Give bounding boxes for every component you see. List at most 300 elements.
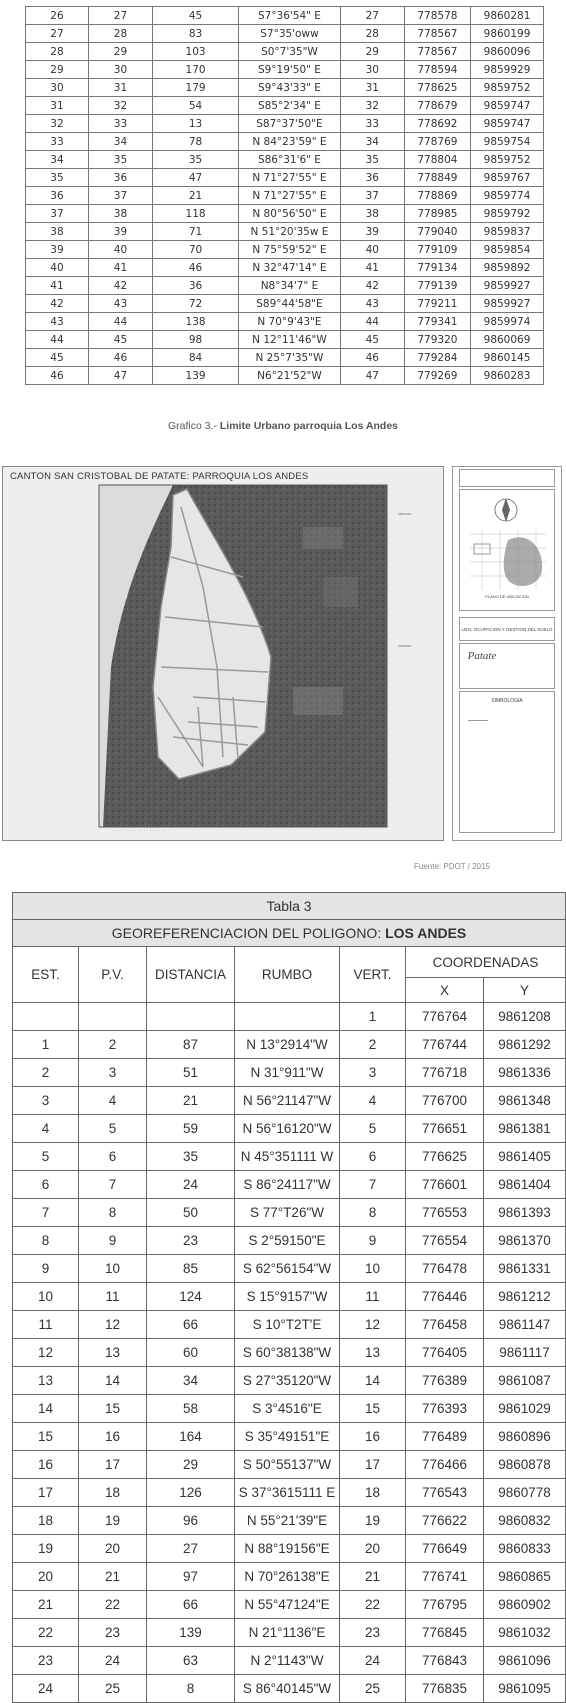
table-row (26, 133, 544, 151)
table-cell: 38 (26, 223, 89, 241)
table-cell: 50 (147, 1199, 235, 1227)
table-cell: 2 (13, 1059, 79, 1087)
table-cell: N 70°9'43"E (239, 313, 341, 331)
table-cell: S 86°40145"W (235, 1675, 340, 1703)
table-cell: 9860865 (484, 1563, 566, 1591)
table-cell: 46 (26, 367, 89, 385)
table-cell: 7 (340, 1171, 406, 1199)
table-cell: 179 (153, 79, 239, 97)
header-x: X (406, 978, 484, 1003)
table-cell: 6 (79, 1143, 147, 1171)
map-footer: · · · · · · · · · · · · · · · · · · (113, 828, 167, 834)
table-cell: 41 (88, 259, 152, 277)
table-cell: 42 (26, 295, 89, 313)
table-row (13, 1031, 566, 1059)
table-row (26, 61, 544, 79)
table-cell: 11 (340, 1283, 406, 1311)
table-cell: 776458 (406, 1311, 484, 1339)
table-title-row (13, 893, 566, 920)
header-y: Y (484, 978, 566, 1003)
table-cell: S 35°49151"E (235, 1423, 340, 1451)
table-cell: N6°21'52"W (239, 367, 341, 385)
table-cell: S 3°4516"E (235, 1395, 340, 1423)
table-cell: 36 (88, 169, 152, 187)
table-cell: S 86°24117"W (235, 1171, 340, 1199)
table-row (26, 43, 544, 61)
table-cell: 45 (26, 349, 89, 367)
table-row (13, 1395, 566, 1423)
table-cell: 776744 (406, 1031, 484, 1059)
table-cell: 20 (13, 1563, 79, 1591)
table-row (13, 1619, 566, 1647)
table-cell: 40 (26, 259, 89, 277)
table-cell: 779134 (404, 259, 470, 277)
table-cell: 139 (147, 1619, 235, 1647)
table-subtitle-row (13, 920, 566, 947)
table-cell: 31 (26, 97, 89, 115)
table-cell: 6 (340, 1143, 406, 1171)
table-cell: N 55°47124"E (235, 1591, 340, 1619)
header-distancia: DISTANCIA (147, 947, 235, 1003)
table-cell: 9859754 (471, 133, 544, 151)
table-cell: 47 (340, 367, 404, 385)
table-cell: 39 (88, 223, 152, 241)
table-cell: 170 (153, 61, 239, 79)
table-cell: 43 (340, 295, 404, 313)
location-map-box (459, 489, 555, 611)
table-row (26, 295, 544, 313)
table-cell: 9861029 (484, 1395, 566, 1423)
table-cell: 9861212 (484, 1283, 566, 1311)
table-cell: 9859774 (471, 187, 544, 205)
table-cell: N 13°2914"W (235, 1031, 340, 1059)
map-title: CANTON SAN CRISTOBAL DE PATATE: PARROQUIA LOS ANDES (10, 471, 309, 482)
table-cell: 778578 (404, 7, 470, 25)
table-3-body (13, 893, 566, 1703)
table-row (13, 1199, 566, 1227)
table-cell: 124 (147, 1283, 235, 1311)
caption-title: Limite Urbano parroquia Los Andes (219, 420, 399, 432)
table-cell: 42 (88, 277, 152, 295)
table-cell: 35 (340, 151, 404, 169)
table-cell: 9860145 (471, 349, 544, 367)
table-cell: 38 (340, 205, 404, 223)
table-row (26, 349, 544, 367)
table-cell: 4 (340, 1087, 406, 1115)
table-cell: 24 (147, 1171, 235, 1199)
table-cell: 18 (79, 1479, 147, 1507)
table-cell: 9861032 (484, 1619, 566, 1647)
table-cell: 9861292 (484, 1031, 566, 1059)
table-cell: 29 (88, 43, 152, 61)
table-cell: 16 (13, 1451, 79, 1479)
table-cell: 44 (340, 313, 404, 331)
table-cell: 9859892 (471, 259, 544, 277)
table-cell: 118 (153, 205, 239, 223)
table-cell: 776700 (406, 1087, 484, 1115)
table-cell: N 25°7'35"W (239, 349, 341, 367)
table-cell: 14 (340, 1367, 406, 1395)
table-cell: 9859837 (471, 223, 544, 241)
table-row (13, 1479, 566, 1507)
table-cell: 778625 (404, 79, 470, 97)
table-cell: 15 (340, 1395, 406, 1423)
table-cell: N 75°59'52" E (239, 241, 341, 259)
table-cell: 15 (79, 1395, 147, 1423)
table-cell: 20 (340, 1535, 406, 1563)
table-cell: 35 (26, 169, 89, 187)
table-cell: 9861336 (484, 1059, 566, 1087)
table-cell: 23 (147, 1227, 235, 1255)
table-cell: 7 (79, 1171, 147, 1199)
table-cell: 98 (153, 331, 239, 349)
table-cell: 7 (13, 1199, 79, 1227)
table-row (26, 97, 544, 115)
table-cell: 779341 (404, 313, 470, 331)
table-cell: S 27°35120"W (235, 1367, 340, 1395)
table-row (13, 1115, 566, 1143)
table-cell: 32 (26, 115, 89, 133)
table-cell: 71 (153, 223, 239, 241)
table-cell: 9861147 (484, 1311, 566, 1339)
table-cell: 31 (340, 79, 404, 97)
table-cell: 18 (13, 1507, 79, 1535)
table-cell: S9°19'50" E (239, 61, 341, 79)
table-cell: 776389 (406, 1367, 484, 1395)
table-cell: 9861331 (484, 1255, 566, 1283)
table-cell: 13 (153, 115, 239, 133)
table-cell: 9859792 (471, 205, 544, 223)
table-cell: 59 (147, 1115, 235, 1143)
table-cell: S7°36'54" E (239, 7, 341, 25)
header-pv: P.V. (79, 947, 147, 1003)
legend-header-box (459, 469, 555, 487)
table-cell: 28 (340, 25, 404, 43)
table-cell: 28 (88, 25, 152, 43)
table-cell: 776622 (406, 1507, 484, 1535)
table-cell: 103 (153, 43, 239, 61)
table-cell: 779269 (404, 367, 470, 385)
table-cell: 776625 (406, 1143, 484, 1171)
table-cell: 9860878 (484, 1451, 566, 1479)
table-cell: 778849 (404, 169, 470, 187)
table-row (26, 79, 544, 97)
table-cell: 33 (88, 115, 152, 133)
table-cell: 776446 (406, 1283, 484, 1311)
table-cell: 9861348 (484, 1087, 566, 1115)
subtitle-bold: LOS ANDES (385, 925, 467, 941)
table-row (13, 1535, 566, 1563)
table-cell: S0°7'35"W (239, 43, 341, 61)
table-cell: 8 (340, 1199, 406, 1227)
table-cell: 778769 (404, 133, 470, 151)
table-cell: 45 (88, 331, 152, 349)
table-cell: 21 (13, 1591, 79, 1619)
table-cell: 17 (79, 1451, 147, 1479)
table-cell: 4 (13, 1115, 79, 1143)
table-cell: 85 (147, 1255, 235, 1283)
table-cell: 11 (13, 1311, 79, 1339)
table-cell: 6 (13, 1171, 79, 1199)
table-cell: 164 (147, 1423, 235, 1451)
table-cell: S 15°9157"W (235, 1283, 340, 1311)
table-cell: S 60°38138"W (235, 1339, 340, 1367)
table-cell: 66 (147, 1311, 235, 1339)
table-cell: 776795 (406, 1591, 484, 1619)
table-cell: N 71°27'55" E (239, 187, 341, 205)
table-row (13, 1647, 566, 1675)
table-cell: 778804 (404, 151, 470, 169)
table-cell: 778869 (404, 187, 470, 205)
table-cell: 9 (340, 1227, 406, 1255)
table-cell: 776478 (406, 1255, 484, 1283)
panel-heading: USO, OCUPACION Y GESTION DEL SUELO (461, 627, 553, 632)
table-row (26, 277, 544, 295)
table-cell: 776405 (406, 1339, 484, 1367)
table-cell: 70 (153, 241, 239, 259)
table-cell (13, 1003, 79, 1031)
patate-logo: Patate (467, 650, 497, 662)
table-cell: 21 (340, 1563, 406, 1591)
logo-box (459, 643, 555, 689)
table-cell: 138 (153, 313, 239, 331)
table-row (13, 1675, 566, 1703)
table-cell: 21 (79, 1563, 147, 1591)
table-cell: 22 (340, 1591, 406, 1619)
table-cell: 66 (147, 1591, 235, 1619)
table-cell: 776649 (406, 1535, 484, 1563)
table-cell: 36 (26, 187, 89, 205)
table-cell: 34 (26, 151, 89, 169)
symbology-box (459, 691, 555, 833)
table-cell: 15 (13, 1423, 79, 1451)
table-cell: 34 (340, 133, 404, 151)
table-cell: 25 (79, 1675, 147, 1703)
table-cell: N 21°1136"E (235, 1619, 340, 1647)
table-cell: 23 (13, 1647, 79, 1675)
table-cell: 29 (147, 1451, 235, 1479)
table-row (13, 1311, 566, 1339)
table-cell: 9859929 (471, 61, 544, 79)
table-cell: 9859927 (471, 295, 544, 313)
table-row (13, 1059, 566, 1087)
table-row (26, 25, 544, 43)
table-cell: 27 (88, 7, 152, 25)
svg-text:9861000: 9861000 (398, 512, 412, 516)
north-arrow-icon (502, 498, 510, 522)
table-cell: 29 (26, 61, 89, 79)
table-cell: 35 (153, 151, 239, 169)
table-cell: 776764 (406, 1003, 484, 1031)
table-cell: 14 (13, 1395, 79, 1423)
table-cell: S 77°T26"W (235, 1199, 340, 1227)
table-cell: 9860833 (484, 1535, 566, 1563)
map-figure (2, 466, 444, 841)
map-legend-panel (452, 466, 562, 841)
table-cell: 9860069 (471, 331, 544, 349)
table-row (26, 7, 544, 25)
table-cell: 9859747 (471, 115, 544, 133)
table-cell: S 62°56154"W (235, 1255, 340, 1283)
table-cell: 776489 (406, 1423, 484, 1451)
table-cell: N 56°16120"W (235, 1115, 340, 1143)
table-cell: 27 (26, 25, 89, 43)
table-cell: 33 (340, 115, 404, 133)
table-cell: 83 (153, 25, 239, 43)
table-cell: 126 (147, 1479, 235, 1507)
table-row (13, 1171, 566, 1199)
table-cell: N 88°19156"E (235, 1535, 340, 1563)
table-cell: 43 (26, 313, 89, 331)
table-cell: N 45°351111 W (235, 1143, 340, 1171)
table-title: Tabla 3 (13, 893, 566, 920)
table-cell: 9859752 (471, 151, 544, 169)
table-cell: 778567 (404, 25, 470, 43)
table-cell: 14 (79, 1367, 147, 1395)
table-cell: 22 (79, 1591, 147, 1619)
table-cell: 2 (79, 1031, 147, 1059)
table-cell: 16 (340, 1423, 406, 1451)
table-cell: 34 (88, 133, 152, 151)
table-cell: 5 (13, 1143, 79, 1171)
table-cell: 3 (340, 1059, 406, 1087)
table-cell: 9861405 (484, 1143, 566, 1171)
table-cell: 779139 (404, 277, 470, 295)
table-cell: 12 (13, 1339, 79, 1367)
table-cell: 9860778 (484, 1479, 566, 1507)
table-cell: N 12°11'46"W (239, 331, 341, 349)
table-row (26, 223, 544, 241)
table-row (26, 259, 544, 277)
table-cell: 24 (13, 1675, 79, 1703)
table-cell: 31 (88, 79, 152, 97)
table-cell: 776543 (406, 1479, 484, 1507)
table-cell: 779320 (404, 331, 470, 349)
table-cell: 9861096 (484, 1647, 566, 1675)
table-cell: 9861370 (484, 1227, 566, 1255)
top-table-body (26, 7, 544, 385)
table-cell: 35 (147, 1143, 235, 1171)
table-cell: 139 (153, 367, 239, 385)
table-cell: 9860832 (484, 1507, 566, 1535)
table-cell: 37 (340, 187, 404, 205)
table-row (26, 151, 544, 169)
table-cell: 3 (13, 1087, 79, 1115)
table-cell: 97 (147, 1563, 235, 1591)
table-row (13, 1227, 566, 1255)
table-cell: 37 (88, 187, 152, 205)
table-cell: N 71°27'55" E (239, 169, 341, 187)
svg-text:9860000: 9860000 (398, 644, 412, 648)
table-cell: 60 (147, 1339, 235, 1367)
table-cell: 776835 (406, 1675, 484, 1703)
table-cell: 9859752 (471, 79, 544, 97)
table-cell: 778679 (404, 97, 470, 115)
table-cell: S 10°T2T'E (235, 1311, 340, 1339)
table-cell: 23 (79, 1619, 147, 1647)
table-cell: 38 (88, 205, 152, 223)
table-cell: 46 (88, 349, 152, 367)
table-cell: S85°2'34" E (239, 97, 341, 115)
table-cell: 778594 (404, 61, 470, 79)
table-row (26, 241, 544, 259)
table-row (26, 331, 544, 349)
table-cell: 18 (340, 1479, 406, 1507)
table-cell: 9861117 (484, 1339, 566, 1367)
table-cell: 44 (26, 331, 89, 349)
table-row (13, 1451, 566, 1479)
table-cell: 63 (147, 1647, 235, 1675)
table-cell: 778567 (404, 43, 470, 61)
table-cell: 778692 (404, 115, 470, 133)
location-map-label: PLANO DE UBICACION (485, 594, 529, 599)
table-cell: 30 (26, 79, 89, 97)
table-cell: 39 (26, 241, 89, 259)
table-cell: 20 (79, 1535, 147, 1563)
table-cell: 9 (79, 1227, 147, 1255)
table-cell: 23 (340, 1619, 406, 1647)
table-cell: S9°43'33" E (239, 79, 341, 97)
table-cell: 9859747 (471, 97, 544, 115)
location-inset (460, 490, 554, 610)
table-cell: 776845 (406, 1619, 484, 1647)
table-cell (235, 1003, 340, 1031)
table-row (13, 1563, 566, 1591)
symbology-label: SIMBOLOGIA (491, 698, 523, 704)
table-cell: 10 (79, 1255, 147, 1283)
table-cell: 8 (13, 1227, 79, 1255)
caption-prefix: Grafico 3.- (167, 420, 220, 432)
table-cell: 9861095 (484, 1675, 566, 1703)
table-cell: N 2°1143"W (235, 1647, 340, 1675)
table-row (26, 205, 544, 223)
table-cell: N 55°21'39"E (235, 1507, 340, 1535)
header-vert: VERT. (340, 947, 406, 1003)
table-cell: 44 (88, 313, 152, 331)
table-cell: 84 (153, 349, 239, 367)
table-cell: 778985 (404, 205, 470, 223)
table-cell: S 2°59150"E (235, 1227, 340, 1255)
table-cell: S86°31'6" E (239, 151, 341, 169)
table-cell (79, 1003, 147, 1031)
table-cell: 13 (79, 1339, 147, 1367)
table-cell: 54 (153, 97, 239, 115)
table-cell: 45 (153, 7, 239, 25)
table-cell: 4 (79, 1087, 147, 1115)
table-cell: 9859767 (471, 169, 544, 187)
table-cell: 35 (88, 151, 152, 169)
table-cell: 32 (340, 97, 404, 115)
table-cell: 21 (147, 1087, 235, 1115)
table-cell: 9859854 (471, 241, 544, 259)
table-cell (147, 1003, 235, 1031)
table-cell: 40 (88, 241, 152, 259)
table-row (26, 187, 544, 205)
table-cell: 36 (153, 277, 239, 295)
figure-caption (0, 420, 566, 432)
table-cell: N8°34'7" E (239, 277, 341, 295)
table-cell: 29 (340, 43, 404, 61)
table-cell: 72 (153, 295, 239, 313)
table-3-georeference (12, 892, 566, 1703)
table-cell: 779040 (404, 223, 470, 241)
table-cell: 40 (340, 241, 404, 259)
table-cell: S89°44'58"E (239, 295, 341, 313)
table-cell: N 70°26138"E (235, 1563, 340, 1591)
table-row (13, 1003, 566, 1031)
table-cell: 9860199 (471, 25, 544, 43)
table-cell: 17 (13, 1479, 79, 1507)
